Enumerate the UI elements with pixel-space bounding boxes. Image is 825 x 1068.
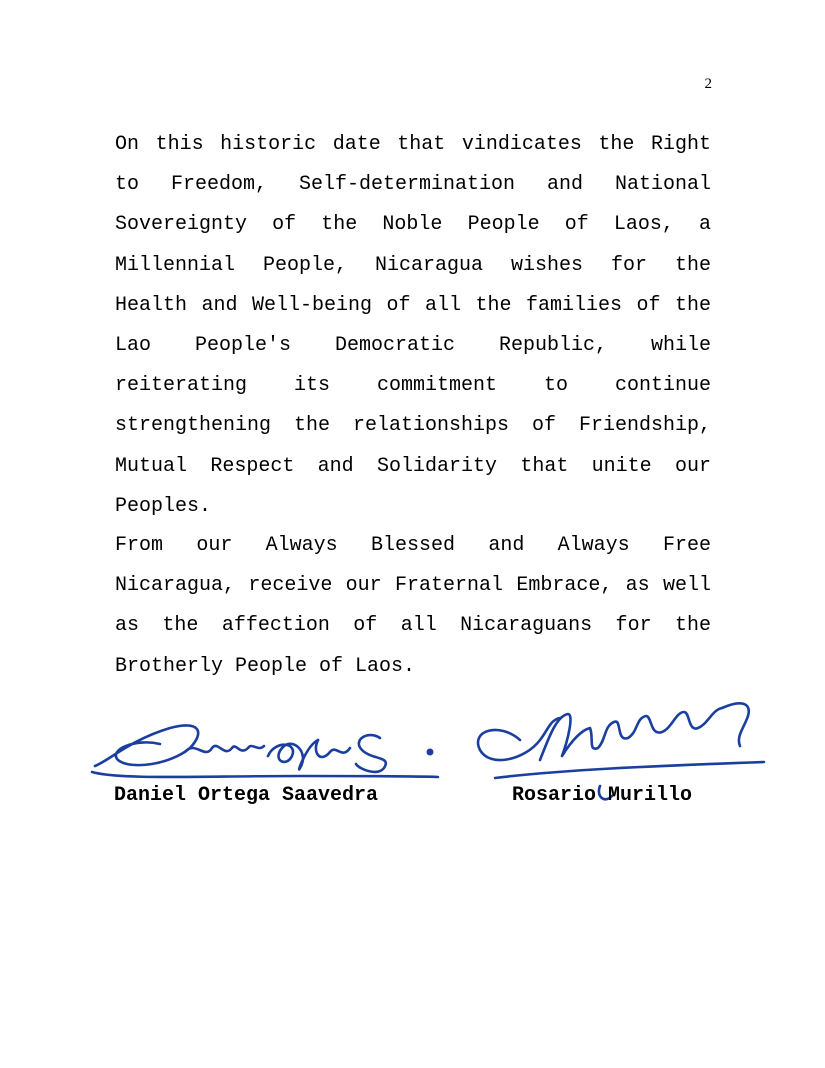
body-paragraph-2: From our Always Blessed and Always Free Nicaragua, receive our Fraternal Embrace, as well as the affection of all Nicaraguans for the Brotherly People of Laos. bbox=[115, 534, 711, 678]
body-paragraph-1: On this historic date that vindicates the Right to Freedom, Self-determination and National Sovereignty of the Noble People of Laos, a Millennial People, Nicaragua wishes for the Health and Well-being of all the families of the Lao People's Democratic Republic, while reiterating its commitment to continue strengthening the relationships of Friendship, Mutual Respect and Solidarity that unite our Peoples. bbox=[115, 133, 711, 518]
signatory-name-rosario: Rosario Murillo bbox=[512, 784, 693, 807]
page-number: 2 bbox=[704, 76, 712, 92]
signature-daniel-ortega bbox=[92, 725, 438, 777]
signatory-name-daniel: Daniel Ortega Saavedra bbox=[114, 784, 379, 807]
